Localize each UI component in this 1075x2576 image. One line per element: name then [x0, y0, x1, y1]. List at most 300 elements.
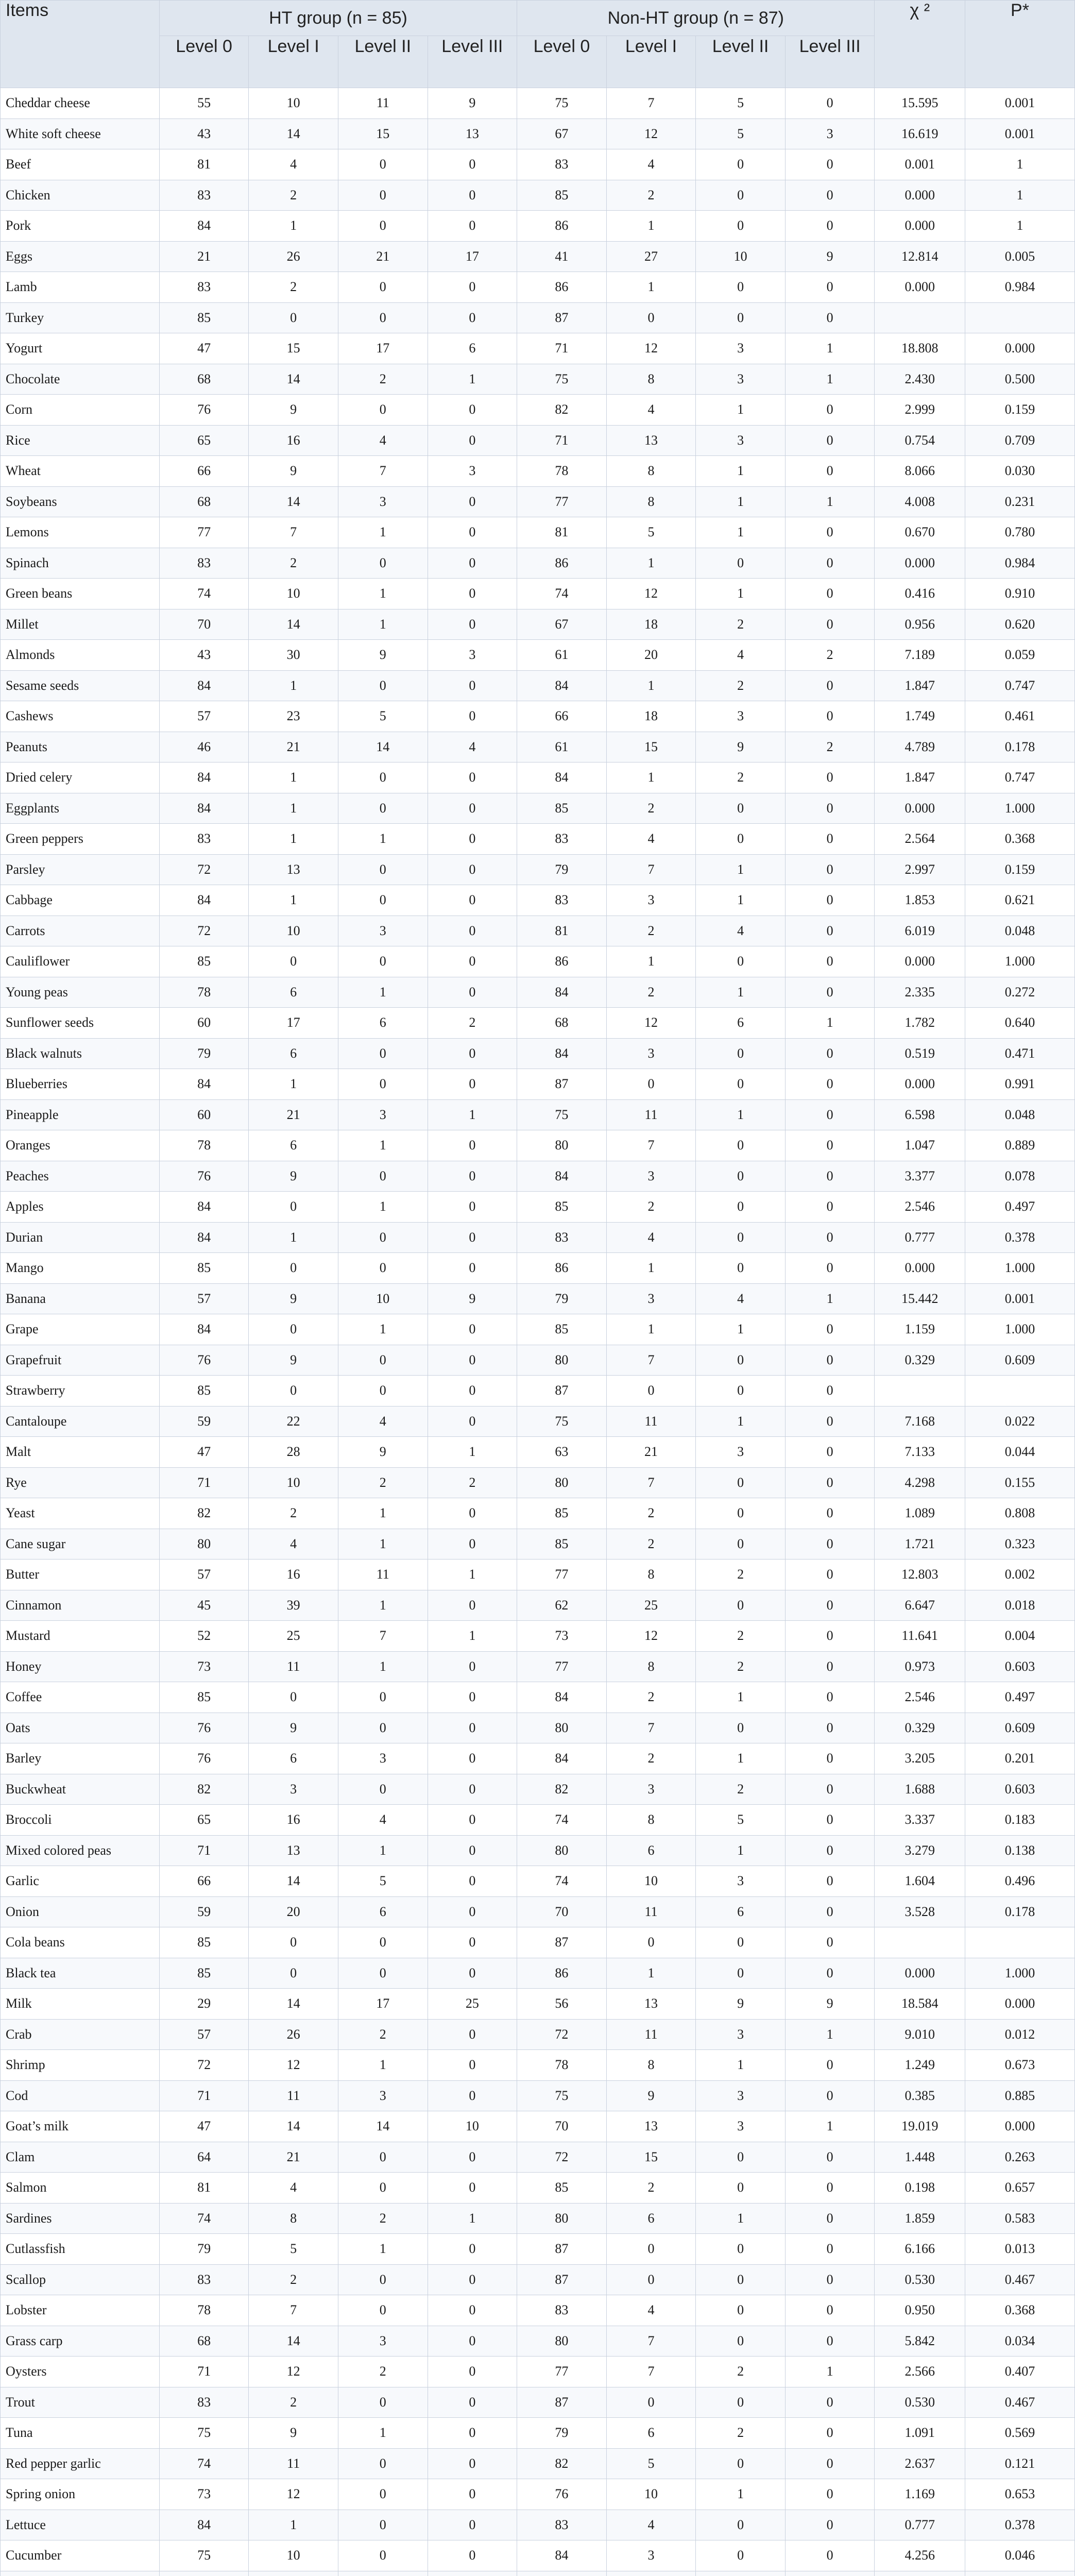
- table-row: [1, 1805, 1075, 1836]
- non-ht-level-0-cell: 83: [517, 1222, 607, 1253]
- non-ht-level-0-cell: 66: [517, 701, 607, 732]
- non-ht-level-3-cell: 1: [785, 1283, 875, 1314]
- ht-level-1-cell: 26: [249, 2019, 338, 2050]
- item-name-cell: Chicken: [1, 180, 160, 211]
- non-ht-level-2-cell: 3: [696, 1866, 786, 1897]
- ht-level-1-cell: 1: [249, 885, 338, 916]
- ht-level-2-cell: 1: [338, 1498, 428, 1529]
- non-ht-level-0-cell: 87: [517, 1069, 607, 1100]
- p-value-cell: 0.368: [965, 824, 1075, 855]
- p-value-cell: 0.603: [965, 1651, 1075, 1682]
- ht-level-0-cell: 85: [159, 1682, 249, 1713]
- chi-square-cell: 2.546: [875, 1192, 965, 1223]
- non-ht-level-3-cell: 0: [785, 1222, 875, 1253]
- ht-level-1-cell: 11: [249, 2080, 338, 2111]
- ht-level-3-cell: 0: [428, 579, 517, 609]
- table-row: [1, 2111, 1075, 2142]
- non-ht-level-1-cell: 12: [606, 1008, 696, 1039]
- non-ht-level-3-cell: 0: [785, 395, 875, 426]
- ht-level-3-cell: 13: [428, 118, 517, 149]
- ht-level-3-cell: 0: [428, 1222, 517, 1253]
- table-row: [1, 2173, 1075, 2204]
- ht-level-1-cell: 20: [249, 1896, 338, 1927]
- non-ht-level-1-cell: 4: [606, 395, 696, 426]
- table-row: [1, 762, 1075, 793]
- ht-level-2-cell: 0: [338, 1713, 428, 1743]
- ht-level-2-cell: 1: [338, 1651, 428, 1682]
- ht-level-0-cell: 64: [159, 2142, 249, 2173]
- non-ht-level-3-cell: 0: [785, 2234, 875, 2265]
- ht-level-3-cell: 0: [428, 2326, 517, 2357]
- non-ht-level-2-cell: 0: [696, 211, 786, 242]
- non-ht-level-2-cell: 0: [696, 1222, 786, 1253]
- ht-level-0-cell: 46: [159, 732, 249, 762]
- table-row: [1, 425, 1075, 456]
- table-row: [1, 2571, 1075, 2576]
- ht-level-0-cell: 66: [159, 1866, 249, 1897]
- ht-level-1-cell: 13: [249, 854, 338, 885]
- items-column-header: Items: [1, 1, 160, 88]
- ht-level-0-cell: 74: [159, 2448, 249, 2479]
- non-ht-level-0-cell: 67: [517, 118, 607, 149]
- table-row: [1, 1283, 1075, 1314]
- chi-square-cell: 0.000: [875, 272, 965, 303]
- table-row: [1, 2510, 1075, 2540]
- ht-level-1-cell: 14: [249, 486, 338, 517]
- p-value-cell: 0.984: [965, 272, 1075, 303]
- ht-level-0-cell: 47: [159, 333, 249, 364]
- item-name-cell: Banana: [1, 1283, 160, 1314]
- ht-level-1-cell: 3: [249, 1774, 338, 1805]
- p-value-cell: 0.121: [965, 2448, 1075, 2479]
- non-ht-level-1-cell: 4: [606, 2295, 696, 2326]
- p-value-cell: 0.500: [965, 364, 1075, 395]
- ht-level-1-cell: 2: [249, 2387, 338, 2418]
- ht-level-0-cell: 70: [159, 609, 249, 640]
- non-ht-level-0-cell: 41: [517, 241, 607, 272]
- item-name-cell: Rice: [1, 425, 160, 456]
- non-ht-level-2-cell: 1: [696, 885, 786, 916]
- ht-level-3-cell: 0: [428, 2510, 517, 2540]
- ht-level-2-cell: 1: [338, 2050, 428, 2081]
- item-name-cell: Spring onion: [1, 2479, 160, 2510]
- chi-square-cell: 1.169: [875, 2479, 965, 2510]
- item-name-cell: Onion: [1, 1896, 160, 1927]
- item-name-cell: Young peas: [1, 977, 160, 1008]
- ht-level-2-cell: 1: [338, 1835, 428, 1866]
- non-ht-level-2-cell: 1: [696, 486, 786, 517]
- non-ht-level-0-cell: 86: [517, 211, 607, 242]
- chi-square-cell: 1.688: [875, 1774, 965, 1805]
- non-ht-level-0-cell: 82: [517, 2448, 607, 2479]
- ht-level-1-cell: 23: [249, 701, 338, 732]
- ht-level-1-cell: 21: [249, 732, 338, 762]
- non-ht-level-3-cell: 3: [785, 118, 875, 149]
- non-ht-level-3-cell: 1: [785, 1008, 875, 1039]
- item-name-cell: Lemons: [1, 517, 160, 548]
- non-ht-level-0-cell: 84: [517, 762, 607, 793]
- ht-level-2-cell: 5: [338, 701, 428, 732]
- non-ht-level-3-cell: 1: [785, 486, 875, 517]
- ht-level-0-cell: 79: [159, 1038, 249, 1069]
- ht-level-2-cell: 15: [338, 118, 428, 149]
- non-ht-level-0-cell: 84: [517, 670, 607, 701]
- non-ht-level-2-cell: 3: [696, 2111, 786, 2142]
- p-value-cell: 0.046: [965, 2540, 1075, 2571]
- item-name-cell: Black tea: [1, 1958, 160, 1989]
- non-ht-level-1-cell: 1: [606, 946, 696, 977]
- non-ht-level-2-cell: 2: [696, 609, 786, 640]
- table-row: [1, 1069, 1075, 1100]
- ht-level-3-cell: 3: [428, 456, 517, 487]
- non-ht-level-2-cell: 2: [696, 762, 786, 793]
- non-ht-level-3-cell: 0: [785, 701, 875, 732]
- ht-level-1-cell: 9: [249, 395, 338, 426]
- ht-level-0-cell: 71: [159, 2080, 249, 2111]
- ht-level-3-cell: 10: [428, 2111, 517, 2142]
- table-row: [1, 1099, 1075, 1130]
- non-ht-level-3-cell: 0: [785, 793, 875, 824]
- p-value-cell: 0.183: [965, 1805, 1075, 1836]
- ht-level-1-cell: 16: [249, 1805, 338, 1836]
- item-name-cell: Sunflower seeds: [1, 1008, 160, 1039]
- ht-level-0-cell: 71: [159, 2357, 249, 2387]
- non-ht-level-1-cell: 11: [606, 1099, 696, 1130]
- ht-level-1-cell: 28: [249, 1437, 338, 1468]
- non-ht-level-2-cell: 0: [696, 1467, 786, 1498]
- ht-level-2-cell: 3: [338, 2080, 428, 2111]
- ht-level-2-cell: 6: [338, 1896, 428, 1927]
- chi-square-cell: 0.670: [875, 517, 965, 548]
- p-value-cell: 0.467: [965, 2264, 1075, 2295]
- ht-level-3-cell: 0: [428, 211, 517, 242]
- p-value-cell: 1: [965, 149, 1075, 180]
- ht-level-0-cell: [159, 2571, 249, 2576]
- item-name-cell: Barley: [1, 1743, 160, 1774]
- ht-level-3-cell: 0: [428, 2295, 517, 2326]
- non-ht-level-2-cell: 0: [696, 272, 786, 303]
- non-ht-level-3-cell: 0: [785, 1161, 875, 1192]
- table-row: [1, 1651, 1075, 1682]
- p-value-cell: [965, 1927, 1075, 1958]
- p-value-cell: 0.621: [965, 885, 1075, 916]
- non-ht-level-3-cell: 0: [785, 1314, 875, 1345]
- non-ht-level-1-cell: 1: [606, 1958, 696, 1989]
- non-ht-level-0-cell: 73: [517, 1621, 607, 1652]
- ht-level-0-cell: 73: [159, 2479, 249, 2510]
- non-ht-level-1-cell: 2: [606, 1529, 696, 1560]
- ht-level-3-cell: 0: [428, 1805, 517, 1836]
- p-value-cell: 0.002: [965, 1560, 1075, 1590]
- table-row: [1, 333, 1075, 364]
- non-ht-level-3-header: Level III: [785, 36, 875, 88]
- non-ht-level-1-cell: 21: [606, 1437, 696, 1468]
- ht-level-3-cell: 0: [428, 916, 517, 946]
- p-value-cell: 0.747: [965, 670, 1075, 701]
- ht-level-1-cell: 0: [249, 1682, 338, 1713]
- ht-level-1-cell: 21: [249, 1099, 338, 1130]
- ht-level-1-cell: 22: [249, 1406, 338, 1437]
- ht-level-1-cell: 1: [249, 1069, 338, 1100]
- non-ht-level-2-cell: 1: [696, 854, 786, 885]
- ht-level-1-cell: 15: [249, 333, 338, 364]
- p-value-cell: 1.000: [965, 1314, 1075, 1345]
- ht-level-3-cell: 0: [428, 1130, 517, 1161]
- non-ht-level-1-cell: 4: [606, 1222, 696, 1253]
- non-ht-level-0-cell: 84: [517, 1743, 607, 1774]
- ht-level-0-cell: 84: [159, 670, 249, 701]
- non-ht-level-3-cell: 0: [785, 1866, 875, 1897]
- p-value-cell: 0.048: [965, 916, 1075, 946]
- non-ht-level-0-cell: 84: [517, 1161, 607, 1192]
- table-row: [1, 2326, 1075, 2357]
- ht-level-3-cell: 0: [428, 1651, 517, 1682]
- item-name-cell: Cauliflower: [1, 946, 160, 977]
- item-name-cell: Cheddar cheese: [1, 88, 160, 119]
- non-ht-level-2-cell: 0: [696, 2387, 786, 2418]
- item-name-cell: Turkey: [1, 302, 160, 333]
- p-value-header: P*: [965, 1, 1075, 88]
- ht-level-3-cell: 0: [428, 1927, 517, 1958]
- table-row: [1, 1222, 1075, 1253]
- non-ht-level-2-cell: 0: [696, 302, 786, 333]
- non-ht-level-0-cell: 79: [517, 1283, 607, 1314]
- non-ht-level-2-cell: 0: [696, 1130, 786, 1161]
- table-row: [1, 2295, 1075, 2326]
- ht-level-1-cell: 9: [249, 456, 338, 487]
- ht-level-2-cell: 0: [338, 395, 428, 426]
- item-name-cell: Rye: [1, 1467, 160, 1498]
- chi-square-cell: 2.566: [875, 2357, 965, 2387]
- non-ht-level-3-cell: 0: [785, 2264, 875, 2295]
- ht-level-3-cell: 3: [428, 640, 517, 671]
- item-name-cell: Mango: [1, 1253, 160, 1284]
- ht-level-1-cell: 0: [249, 1314, 338, 1345]
- non-ht-level-2-cell: 1: [696, 456, 786, 487]
- item-name-cell: Lettuce: [1, 2510, 160, 2540]
- non-ht-level-0-cell: 70: [517, 2111, 607, 2142]
- ht-level-0-cell: 84: [159, 1192, 249, 1223]
- non-ht-level-2-cell: 4: [696, 640, 786, 671]
- chi-square-cell: 0.000: [875, 180, 965, 211]
- non-ht-level-0-cell: 84: [517, 977, 607, 1008]
- non-ht-level-2-cell: 4: [696, 916, 786, 946]
- ht-level-1-cell: 14: [249, 364, 338, 395]
- non-ht-level-2-cell: 3: [696, 333, 786, 364]
- ht-level-0-cell: 82: [159, 1774, 249, 1805]
- non-ht-level-1-cell: [606, 2571, 696, 2576]
- item-name-cell: Chocolate: [1, 364, 160, 395]
- ht-level-2-cell: 0: [338, 2540, 428, 2571]
- chi-square-cell: 1.847: [875, 762, 965, 793]
- non-ht-level-0-cell: 87: [517, 302, 607, 333]
- non-ht-level-1-cell: 12: [606, 118, 696, 149]
- ht-level-3-cell: 0: [428, 2173, 517, 2204]
- ht-level-2-cell: 0: [338, 2387, 428, 2418]
- non-ht-level-2-cell: 0: [696, 1529, 786, 1560]
- non-ht-level-2-cell: 1: [696, 1099, 786, 1130]
- ht-level-3-cell: 0: [428, 2418, 517, 2449]
- chi-square-cell: 7.189: [875, 640, 965, 671]
- non-ht-level-0-cell: 84: [517, 2540, 607, 2571]
- chi-square-cell: 0.000: [875, 548, 965, 579]
- non-ht-level-1-cell: 6: [606, 1835, 696, 1866]
- non-ht-level-3-cell: 0: [785, 1437, 875, 1468]
- p-value-cell: 0.034: [965, 2326, 1075, 2357]
- p-value-cell: 0.497: [965, 1192, 1075, 1223]
- table-row: [1, 1038, 1075, 1069]
- ht-level-2-cell: 21: [338, 241, 428, 272]
- chi-square-cell: 12.814: [875, 241, 965, 272]
- non-ht-level-2-cell: 0: [696, 793, 786, 824]
- ht-level-1-cell: 1: [249, 670, 338, 701]
- ht-level-2-cell: 1: [338, 517, 428, 548]
- non-ht-level-2-cell: 0: [696, 2510, 786, 2540]
- p-value-cell: 0.000: [965, 2111, 1075, 2142]
- non-ht-level-3-cell: 0: [785, 609, 875, 640]
- non-ht-level-2-cell: 0: [696, 1958, 786, 1989]
- ht-level-1-cell: 12: [249, 2479, 338, 2510]
- p-value-cell: 0.808: [965, 1498, 1075, 1529]
- table-row: [1, 302, 1075, 333]
- chi-square-cell: 0.329: [875, 1713, 965, 1743]
- ht-level-1-cell: 9: [249, 1283, 338, 1314]
- non-ht-level-0-cell: 77: [517, 2357, 607, 2387]
- p-value-cell: 0.889: [965, 1130, 1075, 1161]
- non-ht-level-1-cell: 20: [606, 640, 696, 671]
- ht-level-0-cell: 47: [159, 1437, 249, 1468]
- table-row: [1, 364, 1075, 395]
- ht-level-2-cell: 10: [338, 1283, 428, 1314]
- ht-level-0-cell: 68: [159, 364, 249, 395]
- non-ht-level-2-cell: 2: [696, 1560, 786, 1590]
- ht-level-3-cell: 1: [428, 1099, 517, 1130]
- table-row: [1, 1958, 1075, 1989]
- non-ht-level-1-cell: 15: [606, 732, 696, 762]
- ht-level-0-cell: 81: [159, 2173, 249, 2204]
- chi-square-cell: 0.950: [875, 2295, 965, 2326]
- ht-level-0-cell: 71: [159, 1467, 249, 1498]
- chi-square-cell: 0.754: [875, 425, 965, 456]
- non-ht-level-2-cell: 3: [696, 2080, 786, 2111]
- table-row: [1, 701, 1075, 732]
- p-value-cell: 0.609: [965, 1345, 1075, 1376]
- chi-square-cell: 5.842: [875, 2326, 965, 2357]
- non-ht-level-2-cell: 1: [696, 1314, 786, 1345]
- p-value-cell: 0.497: [965, 1682, 1075, 1713]
- p-value-cell: 1: [965, 180, 1075, 211]
- table-row: [1, 211, 1075, 242]
- ht-level-2-cell: 3: [338, 2326, 428, 2357]
- non-ht-level-2-cell: 1: [696, 1682, 786, 1713]
- non-ht-level-0-cell: 80: [517, 1467, 607, 1498]
- non-ht-level-3-cell: 0: [785, 1498, 875, 1529]
- non-ht-level-3-cell: 0: [785, 916, 875, 946]
- ht-level-3-cell: 0: [428, 486, 517, 517]
- chi-square-cell: 9.010: [875, 2019, 965, 2050]
- non-ht-level-0-cell: 71: [517, 425, 607, 456]
- chi-square-cell: 18.584: [875, 1989, 965, 2020]
- non-ht-level-0-cell: 85: [517, 2173, 607, 2204]
- p-value-cell: 0.231: [965, 486, 1075, 517]
- non-ht-level-2-cell: 3: [696, 1437, 786, 1468]
- non-ht-level-3-cell: 0: [785, 1406, 875, 1437]
- ht-level-2-cell: 3: [338, 486, 428, 517]
- non-ht-level-3-cell: 0: [785, 1590, 875, 1621]
- table-row: [1, 2203, 1075, 2234]
- non-ht-level-2-cell: 2: [696, 2357, 786, 2387]
- p-value-cell: 0.048: [965, 1099, 1075, 1130]
- table-row: [1, 2080, 1075, 2111]
- non-ht-level-3-cell: 0: [785, 2448, 875, 2479]
- non-ht-level-1-cell: 7: [606, 1467, 696, 1498]
- non-ht-level-1-cell: 18: [606, 609, 696, 640]
- ht-level-1-cell: 8: [249, 2203, 338, 2234]
- item-name-cell: Milk: [1, 1989, 160, 2020]
- item-name-cell: Cola beans: [1, 1927, 160, 1958]
- non-ht-level-3-cell: 0: [785, 1467, 875, 1498]
- non-ht-level-1-cell: 2: [606, 1682, 696, 1713]
- table-header: [1, 1, 1075, 88]
- non-ht-level-0-cell: 80: [517, 2326, 607, 2357]
- ht-level-2-cell: 0: [338, 302, 428, 333]
- chi-square-cell: 11.641: [875, 1621, 965, 1652]
- non-ht-level-1-cell: 8: [606, 1651, 696, 1682]
- ht-level-2-cell: 2: [338, 2357, 428, 2387]
- non-ht-level-2-cell: 0: [696, 1345, 786, 1376]
- ht-level-0-cell: 84: [159, 1069, 249, 1100]
- p-value-cell: 0.378: [965, 1222, 1075, 1253]
- non-ht-level-0-cell: 83: [517, 2510, 607, 2540]
- ht-level-1-cell: 12: [249, 2050, 338, 2081]
- non-ht-level-1-cell: 1: [606, 272, 696, 303]
- non-ht-level-2-cell: 0: [696, 548, 786, 579]
- ht-level-3-cell: 0: [428, 762, 517, 793]
- chi-square-cell: 6.019: [875, 916, 965, 946]
- non-ht-level-0-cell: 87: [517, 2387, 607, 2418]
- non-ht-level-2-cell: 0: [696, 2264, 786, 2295]
- ht-level-2-cell: 2: [338, 364, 428, 395]
- ht-level-3-cell: 0: [428, 2540, 517, 2571]
- non-ht-level-2-cell: 3: [696, 425, 786, 456]
- non-ht-level-0-cell: 67: [517, 609, 607, 640]
- p-value-cell: 0.000: [965, 333, 1075, 364]
- p-value-cell: [965, 302, 1075, 333]
- table-row: [1, 732, 1075, 762]
- non-ht-level-1-cell: 2: [606, 916, 696, 946]
- ht-level-2-cell: 0: [338, 1774, 428, 1805]
- table-row: [1, 2264, 1075, 2295]
- non-ht-level-1-cell: 2: [606, 1498, 696, 1529]
- p-value-cell: 0.323: [965, 1529, 1075, 1560]
- ht-level-3-cell: 0: [428, 2357, 517, 2387]
- non-ht-level-2-cell: 0: [696, 1927, 786, 1958]
- ht-level-2-cell: 3: [338, 1099, 428, 1130]
- non-ht-level-3-cell: 0: [785, 1713, 875, 1743]
- item-name-cell: Cashews: [1, 701, 160, 732]
- ht-level-1-cell: 14: [249, 2111, 338, 2142]
- ht-level-0-cell: 57: [159, 1560, 249, 1590]
- ht-level-1-cell: 4: [249, 1529, 338, 1560]
- non-ht-level-2-cell: 0: [696, 1498, 786, 1529]
- non-ht-level-0-cell: 63: [517, 1437, 607, 1468]
- chi-square-cell: 4.298: [875, 1467, 965, 1498]
- ht-level-0-cell: 66: [159, 456, 249, 487]
- table-row: [1, 1437, 1075, 1468]
- ht-level-0-cell: 57: [159, 1283, 249, 1314]
- ht-level-1-cell: 1: [249, 793, 338, 824]
- ht-level-3-cell: 2: [428, 1008, 517, 1039]
